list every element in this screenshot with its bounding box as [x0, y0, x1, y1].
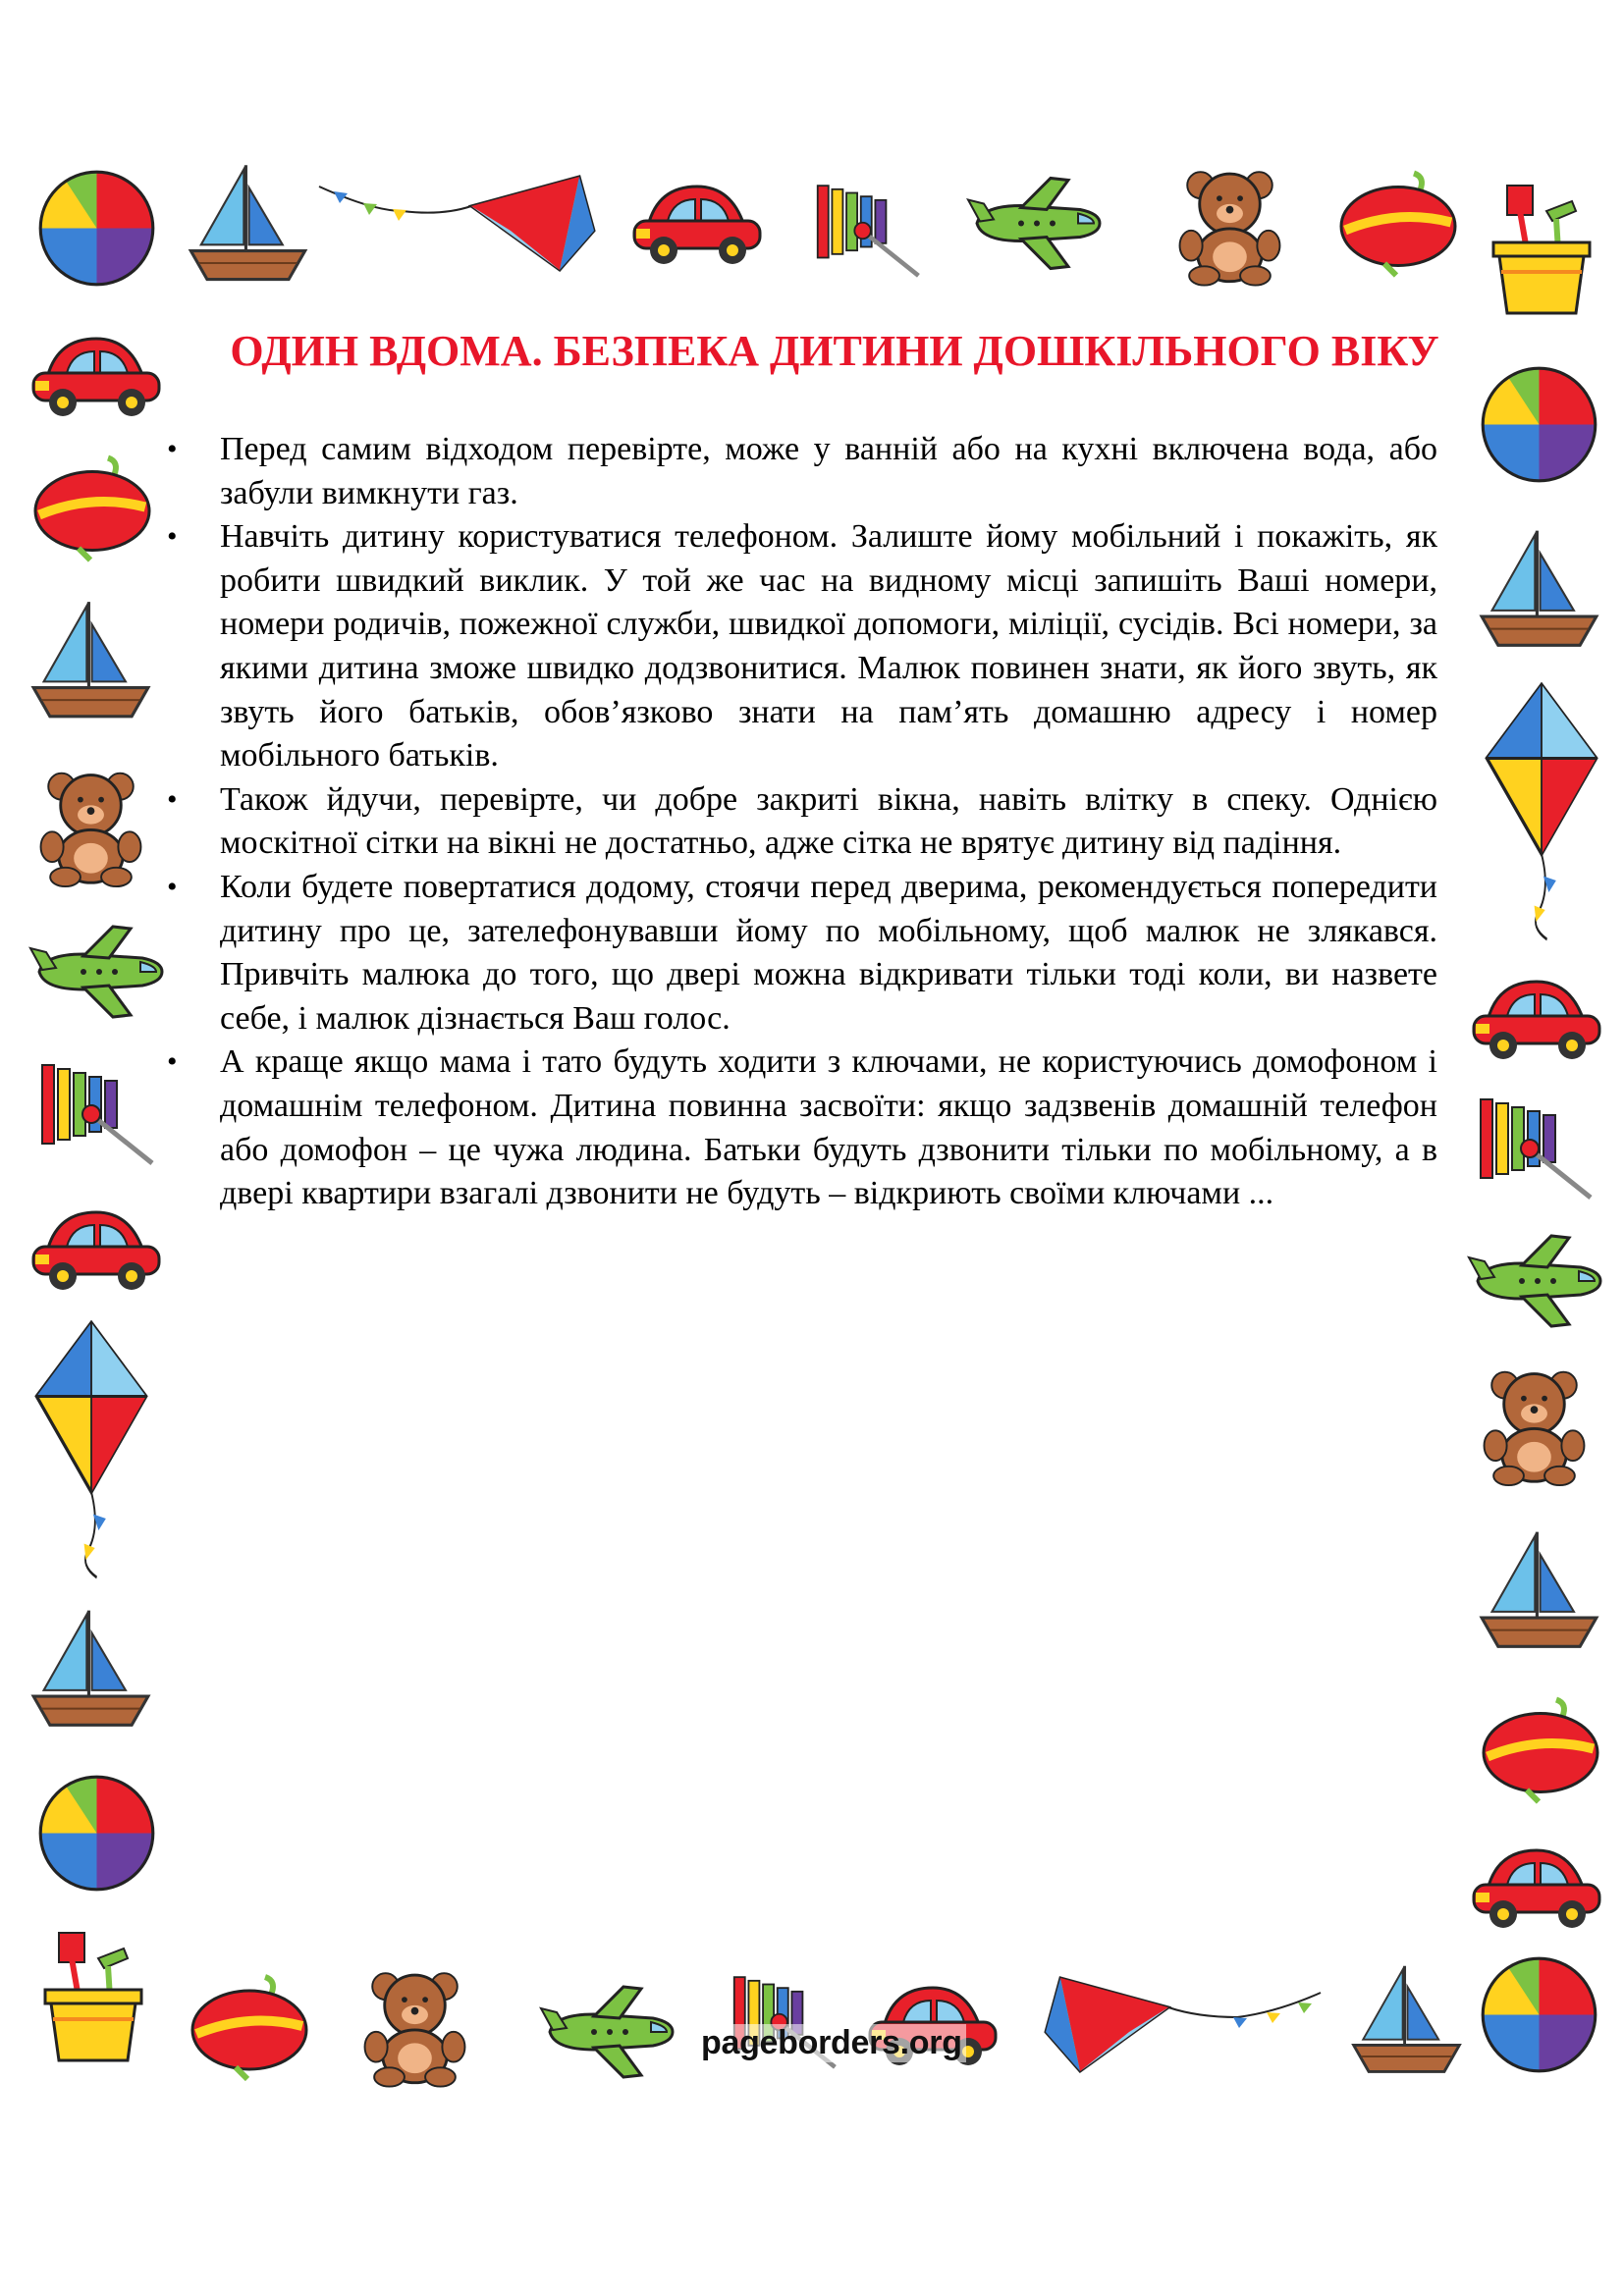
sailboat-icon	[29, 1595, 152, 1742]
airplane-icon	[25, 918, 172, 1026]
list-item	[165, 866, 1437, 1041]
airplane-icon	[1463, 1227, 1610, 1335]
xylophone-icon	[800, 177, 938, 285]
bullet-icon: •	[167, 870, 178, 903]
sand-bucket-icon	[1488, 172, 1596, 329]
kite-icon	[1478, 677, 1605, 942]
xylophone-icon	[29, 1055, 167, 1173]
bullet-icon: •	[167, 782, 178, 816]
bullet-icon: •	[167, 1045, 178, 1079]
kite-icon	[27, 1315, 155, 1580]
list-item-text: Також йдучи, перевірте, чи добре закриті вікна, навіть влітку в спеку. Однією москітної сітки на вікні не достатньо, адже сітка не врятує дитину від падіння.	[220, 780, 1437, 862]
list-item-text: А краще якщо мама і тато будуть ходити з ключами, не користуючись домофоном і домашнім телефоном. Дитина повинна засвоїти: якщо задзвенів домашній телефон або домофон – це чужа людина. Батьки будуть дзвонити тільки по мобільному, а в двері квартири взагалі дзвонити не будуть – відкриють своїми ключами ...	[220, 1043, 1437, 1212]
sailboat-icon	[187, 157, 309, 290]
watermark-text: pageborders.org	[697, 2024, 966, 2062]
spinning-top-icon	[187, 1973, 314, 2081]
car-icon	[628, 172, 766, 270]
sailboat-icon	[29, 589, 152, 731]
list-item	[165, 428, 1437, 515]
teddy-bear-icon	[29, 761, 152, 893]
xylophone-icon	[1468, 1090, 1605, 1207]
teddy-bear-icon	[1473, 1360, 1596, 1492]
list-item	[165, 1041, 1437, 1215]
list-item-text: Навчіть дитину користуватися телефоном. Залиште йому мобільний і покажіть, як робити швидкий виклик. У той же час на видному місці запишіть Ваші номери, номери родичів, пожежної служби, швидкої допомоги, міліції, сусідів. Всі номери, за якими дитина зможе швидко додзвонитися. Малюк повинен знати, як його звуть, як звуть його батьків, обов’язково знати на пам’ять домашню адресу і номер мобільного батьків.	[220, 518, 1437, 774]
page-title: ОДИН ВДОМА. БЕЗПЕКА ДИТИНИ ДОШКІЛЬНОГО ВІКУ	[230, 327, 1439, 375]
teddy-bear-icon	[353, 1963, 476, 2091]
ball-icon	[1478, 1953, 1600, 2076]
list-item	[165, 515, 1437, 778]
spinning-top-icon	[29, 447, 157, 569]
kite-icon	[1041, 1973, 1326, 2081]
car-icon	[1468, 967, 1605, 1065]
bullet-icon: •	[167, 433, 178, 465]
sailboat-icon	[1345, 1958, 1468, 2081]
ball-icon	[1478, 363, 1600, 486]
list-item	[165, 778, 1437, 866]
kite-icon	[314, 172, 599, 280]
airplane-icon	[962, 172, 1110, 275]
ball-icon	[35, 167, 158, 290]
teddy-bear-icon	[1168, 162, 1291, 290]
sailboat-icon	[1478, 1517, 1600, 1664]
car-icon	[27, 324, 165, 422]
list-item-text: Перед самим відходом перевірте, може у ванній або на кухні включена вода, або забули вимкнути газ.	[220, 431, 1437, 511]
airplane-icon	[535, 1983, 682, 2081]
ball-icon	[35, 1772, 158, 1895]
sand-bucket-icon	[39, 1919, 147, 2076]
car-icon	[1468, 1836, 1605, 1934]
bullet-icon: •	[167, 520, 178, 554]
spinning-top-icon	[1478, 1688, 1605, 1811]
list-item-text: Коли будете повертатися додому, стоячи перед дверима, рекомендується попередити дитину про це, зателефонувавши йому по мобільному, щоб малюк не злякався. Привчіть малюка до того, що двері можна відкривати тільки тоді коли, ви назвете себе, і малюк дізнається Ваш голос.	[220, 868, 1437, 1037]
safety-tips-list	[165, 428, 1437, 1216]
spinning-top-icon	[1335, 167, 1463, 280]
sailboat-icon	[1478, 515, 1600, 663]
car-icon	[27, 1198, 165, 1296]
